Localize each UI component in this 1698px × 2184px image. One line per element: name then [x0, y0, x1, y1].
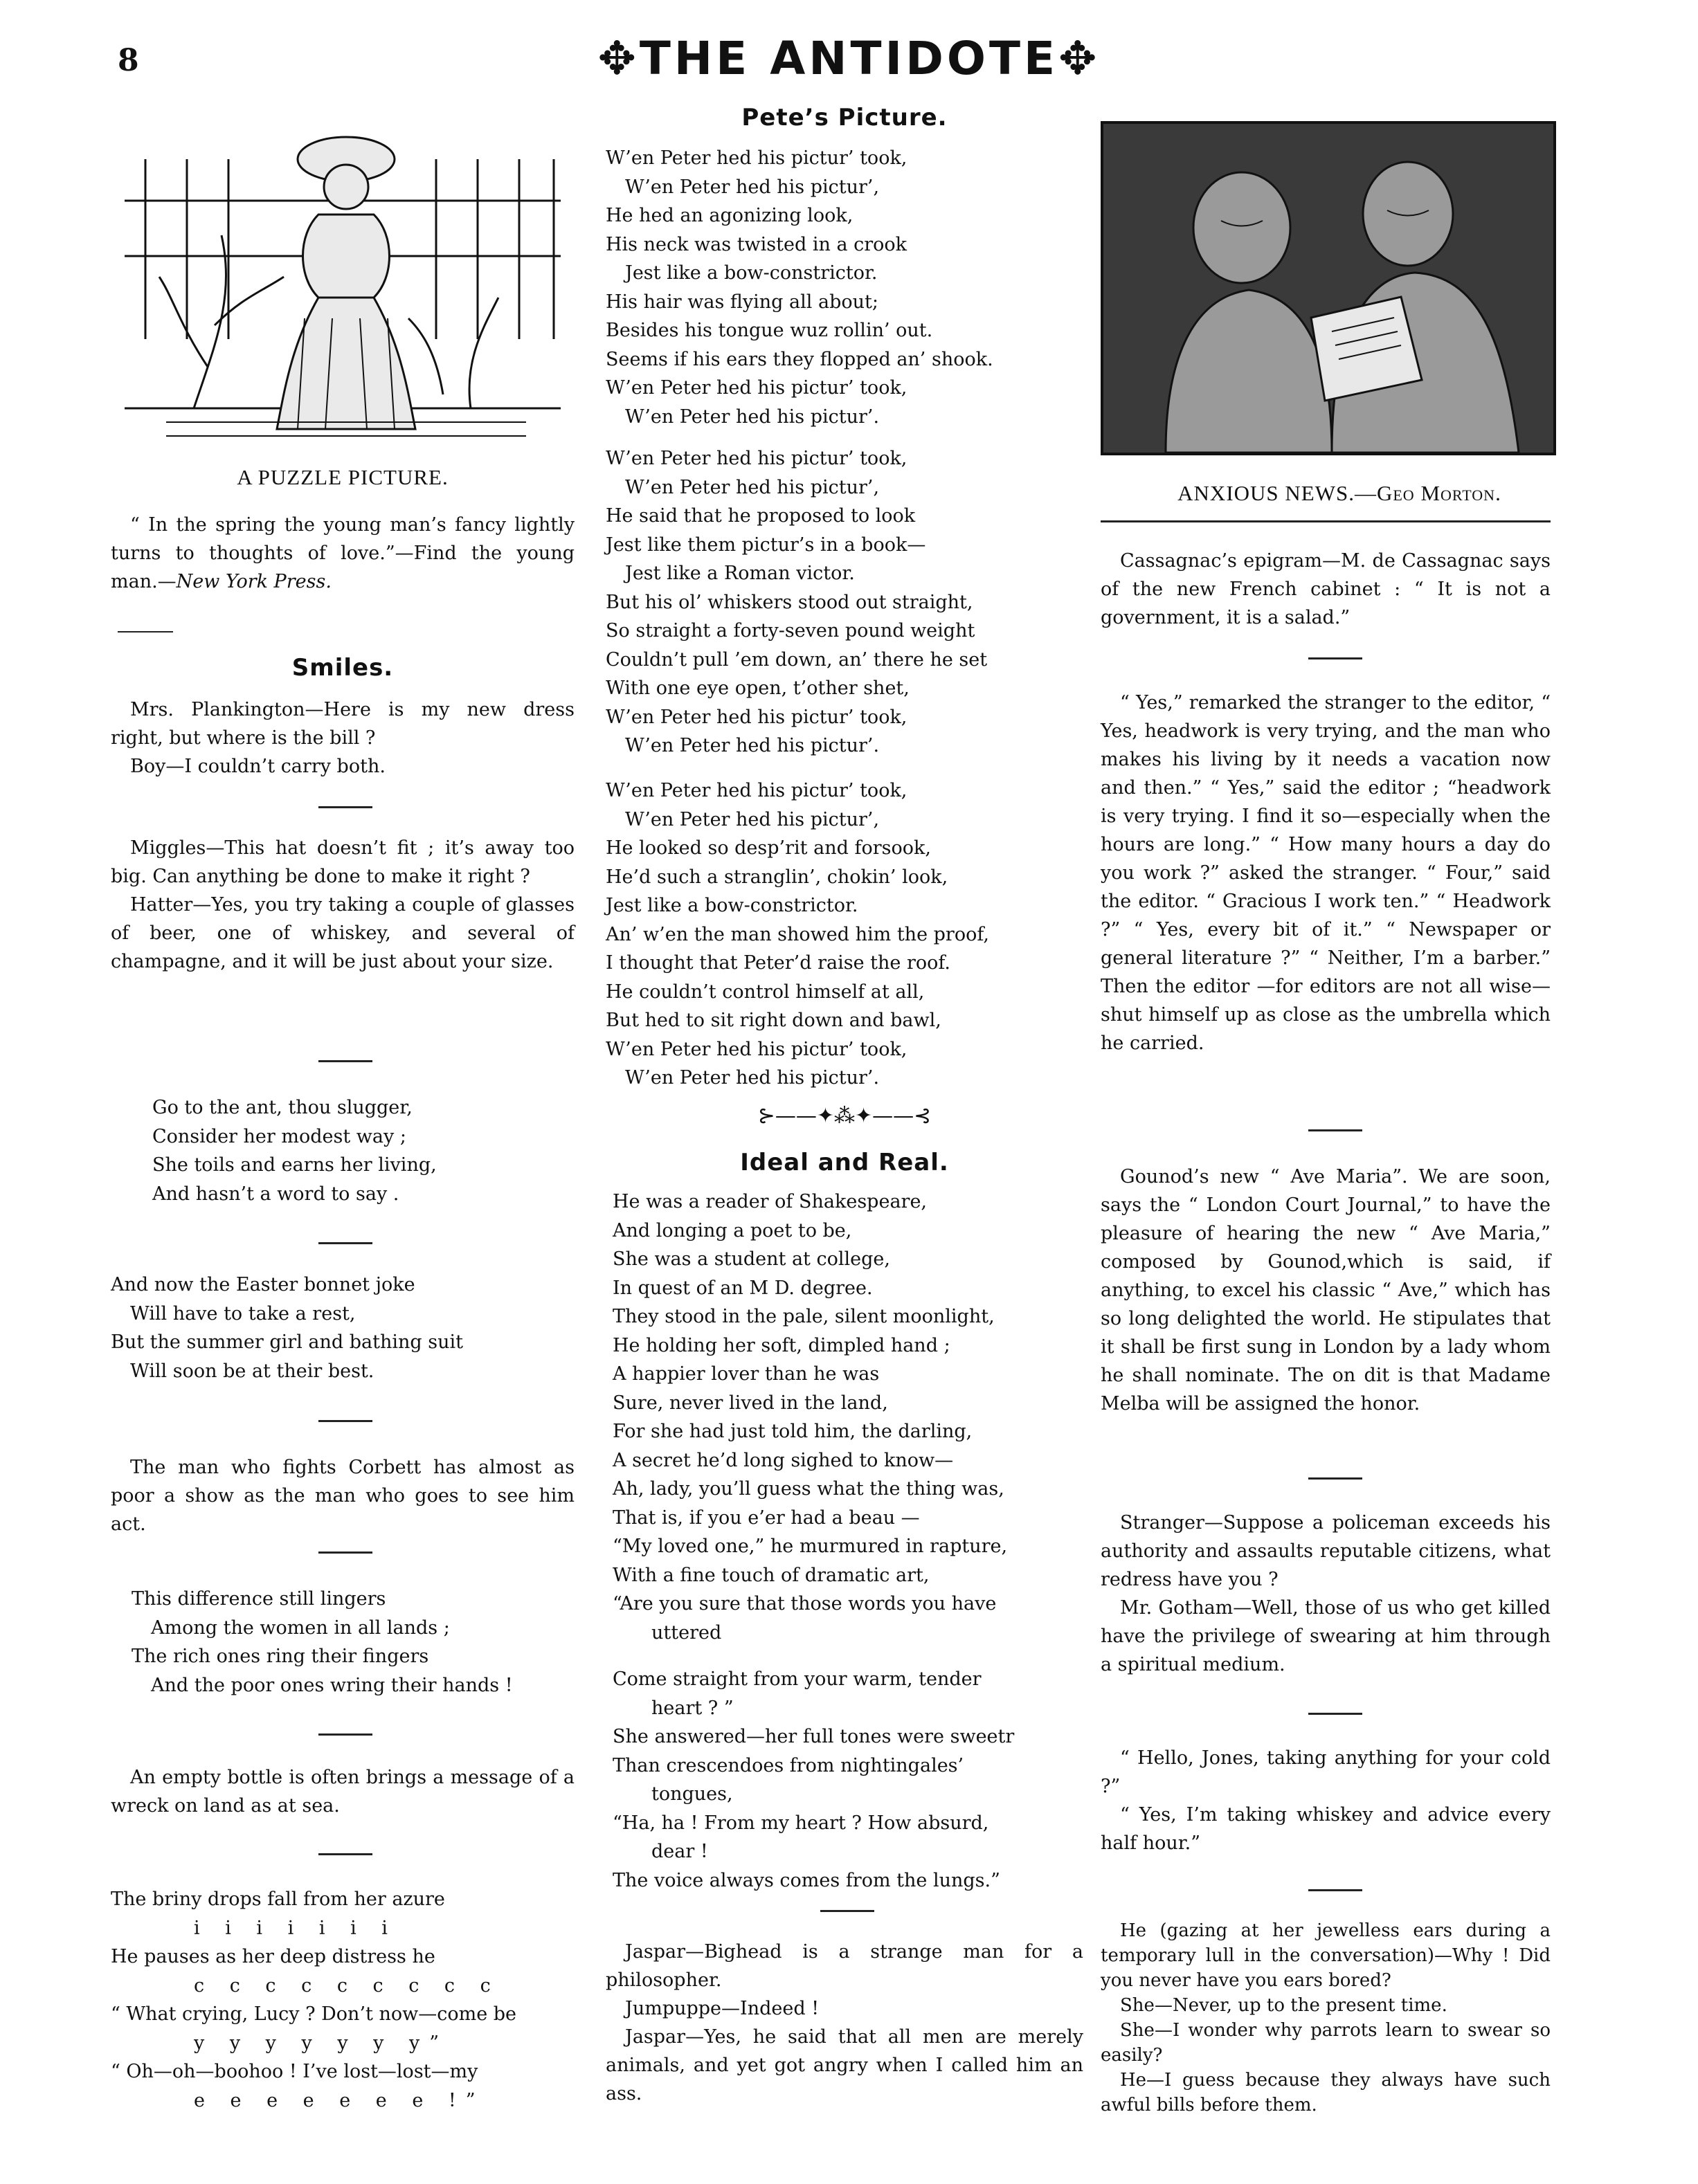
petes-stanza-3 [606, 776, 989, 1093]
ideal-and-real-title: Ideal and Real. [740, 1149, 949, 1176]
verse-line: Among the women in all lands ; [151, 1617, 450, 1639]
ornamental-divider: ⊱——✦⁂✦——⊰ [757, 1104, 932, 1128]
joke-line: She—I wonder why parrots learn to swear so easily? [1101, 2020, 1551, 2066]
verse-line: “My loved one,” he murmured in rapture, [613, 1536, 1008, 1557]
divider [1308, 1477, 1362, 1480]
verse-line: W’en Peter hed his pictur’ took, [606, 147, 907, 169]
gounod-note [1101, 1163, 1551, 1418]
verse-line: heart ? ” [651, 1697, 734, 1719]
verse-line: W’en Peter hed his pictur’ took, [606, 377, 907, 399]
joke-dress [111, 695, 575, 781]
verse-line: “Ha, ha ! From my heart ? How absurd, [613, 1812, 989, 1834]
anxious-news-caption [1101, 481, 1578, 506]
verse-line: Besides his tongue wuz rollin’ out. [606, 320, 933, 341]
verse-line: His neck was twisted in a crook [606, 233, 907, 255]
verse-line: She answered—her full tones were sweetr [613, 1726, 1015, 1747]
joke-hat [111, 834, 575, 976]
verse-line: Will have to take a rest, [130, 1302, 356, 1325]
ideal-and-real-verse-end [613, 1665, 1014, 1895]
verse-line: He pauses as her deep distress he [111, 1946, 435, 1967]
verse-line: “ Oh—oh—boohoo ! I’ve lost—lost—my [111, 2061, 478, 2082]
verse-line: i i i i i i i [194, 1917, 397, 1939]
verse-line: An’ w’en the man showed him the proof, [606, 923, 989, 945]
verse-line: So straight a forty-seven pound weight [606, 620, 975, 641]
joke-line: Cassagnac’s epigram—M. de Cassagnac says of the new French cabinet : “ It is not a government, it is a salad.” [1101, 550, 1551, 628]
verse-line: Than crescendoes from nightingales’ [613, 1754, 964, 1776]
verse-line: But hed to sit right down and bawl, [606, 1010, 941, 1031]
cassagnac-epigram [1101, 547, 1551, 632]
joke-line: “ Yes,” remarked the stranger to the editor, “ Yes, headwork is very trying, and the man who makes his living by it needs a vacation now and then.” “ Yes,” said the editor ; “headwork is very trying. I find it so—especially when the hours are long.” “ How many hours a day do you work ?” asked the stranger. “ Four,” said the editor. “ Gracious I work ten.” “ Headwork ?” “ Yes, every bit of it.” “ Newspaper or general literature ?” “ Neither, I’m a barber.” Then the editor —for editors are not all wise—shut himself up as close as the umbrella which he carried. [1101, 692, 1551, 1054]
verse-line: The voice always comes from the lungs.” [613, 1869, 1000, 1891]
jaspar-joke [606, 1938, 1083, 2108]
verse-line: Jest like a bow-constrictor. [625, 262, 878, 284]
verse-line: W’en Peter hed his pictur’ took, [606, 780, 907, 801]
verse-line: W’en Peter hed his pictur’, [625, 176, 880, 198]
verse-line: W’en Peter hed his pictur’. [625, 735, 880, 756]
verse-easter [111, 1271, 463, 1385]
petes-stanza-2 [606, 444, 987, 761]
divider [1308, 1129, 1362, 1131]
divider [318, 1551, 372, 1554]
two-men-reading-engraving-icon [1101, 121, 1556, 455]
verse-line: Sure, never lived in the land, [613, 1392, 888, 1414]
verse-line: Come straight from your warm, tender [613, 1668, 982, 1690]
verse-line: e e e e e e e !” [194, 2089, 485, 2111]
verse-line: And longing a poet to be, [613, 1219, 852, 1241]
verse-line: That is, if you e’er had a beau — [613, 1507, 920, 1529]
verse-line: A happier lover than he was [613, 1363, 880, 1385]
page-number: 8 [118, 43, 139, 78]
verse-line: W’en Peter hed his pictur’. [625, 406, 880, 428]
jones-joke [1101, 1744, 1551, 1857]
joke-line: Mrs. Plankington—Here is my new dress right, but where is the bill ? [111, 699, 575, 749]
verse-line: I thought that Peter’d raise the roof. [606, 952, 951, 974]
joke-line: Mr. Gotham—Well, those of us who get killed have the privilege of swearing at him through a spiritual medium. [1101, 1597, 1551, 1675]
verse-line: Consider her modest way ; [152, 1125, 406, 1147]
verse-line: This difference still lingers [132, 1588, 386, 1610]
puzzle-quote: “ In the spring the young man’s fancy lightly turns to thoughts of love.”—Find the young man.— [111, 514, 575, 592]
verse-line: “Are you sure that those words you have [613, 1593, 997, 1614]
verse-line: He’d such a stranglin’, chokin’ look, [606, 866, 948, 888]
lady-in-garden-illustration-icon [111, 118, 575, 450]
joke-line: Jaspar—Bighead is a strange man for a philosopher. [606, 1941, 1083, 1991]
joke-line: “ Yes, I’m taking whiskey and advice every half hour.” [1101, 1804, 1551, 1854]
joke-line: Jaspar—Yes, he said that all men are merely animals, and yet got angry when I called him an ass. [606, 2026, 1083, 2104]
policeman-joke [1101, 1509, 1551, 1679]
verse-line: “ What crying, Lucy ? Don’t now—come be [111, 2003, 517, 2025]
joke-corbett [111, 1453, 575, 1538]
verse-line: She toils and earns her living, [152, 1154, 437, 1176]
verse-line: A secret he’d long sighed to know— [613, 1449, 954, 1471]
verse-line: y y y y y y y” [194, 2032, 449, 2054]
divider [1101, 520, 1551, 522]
verse-line: tongues, [651, 1783, 733, 1805]
divider [820, 1910, 874, 1912]
puzzle-source: New York Press. [176, 571, 332, 592]
joke-line: Boy—I couldn’t carry both. [130, 756, 386, 777]
verse-line: And the poor ones wring their hands ! [151, 1674, 513, 1696]
verse-line: With a fine touch of dramatic art, [613, 1564, 930, 1586]
verse-line: Jest like a bow-constrictor. [606, 895, 858, 916]
verse-ant [152, 1093, 437, 1208]
divider [1308, 1889, 1362, 1891]
verse-line: dear ! [651, 1841, 708, 1862]
petes-picture-title: Pete’s Picture. [741, 104, 948, 131]
verse-difference [132, 1585, 513, 1700]
smiles-title: Smiles. [291, 654, 394, 682]
joke-line: “ Hello, Jones, taking anything for your cold ?” [1101, 1747, 1551, 1797]
joke-bottle [111, 1763, 575, 1820]
puzzle-picture-caption: A PUZZLE PICTURE. [237, 465, 449, 489]
joke-line: He—I guess because they always have such awful bills before them. [1101, 2070, 1551, 2115]
divider [318, 1853, 372, 1855]
joke-line: He (gazing at her jewelless ears during a temporary lull in the conversation)—Why ! Did you never have you ears bored? [1101, 1920, 1551, 1991]
verse-lucy [111, 1885, 516, 2115]
verse-line: In quest of an M D. degree. [613, 1277, 873, 1299]
puzzle-text [111, 511, 575, 596]
verse-line: The rich ones ring their fingers [132, 1646, 429, 1667]
verse-line: For she had just told him, the darling, [613, 1421, 973, 1442]
verse-line: He looked so desp’rit and forsook, [606, 837, 931, 859]
verse-line: She was a student at college, [613, 1248, 890, 1270]
verse-line: He said that he proposed to look [606, 505, 916, 527]
barber-story [1101, 689, 1551, 1057]
divider [318, 806, 372, 808]
verse-line: And now the Easter bonnet joke [111, 1274, 415, 1295]
divider [318, 1420, 372, 1422]
divider [318, 1242, 372, 1244]
verse-line: W’en Peter hed his pictur’, [625, 476, 880, 498]
verse-line: But his ol’ whiskers stood out straight, [606, 591, 973, 613]
divider [1308, 657, 1362, 659]
verse-line: But the summer girl and bathing suit [111, 1331, 464, 1353]
verse-line: Jest like a Roman victor. [625, 563, 855, 584]
petes-stanza-1 [606, 144, 993, 431]
divider [318, 1733, 372, 1736]
divider [1308, 1713, 1362, 1715]
divider [318, 1060, 372, 1062]
verse-line: The briny drops fall from her azure [111, 1889, 445, 1910]
verse-line: uttered [651, 1621, 722, 1644]
divider [118, 631, 173, 633]
verse-line: W’en Peter hed his pictur’ took, [606, 1038, 907, 1060]
joke-line: Miggles—This hat doesn’t fit ; it’s away too big. Can anything be done to make it right ? [111, 837, 575, 887]
verse-line: Couldn’t pull ’em down, an’ there he set [606, 648, 988, 671]
ideal-and-real-verse [613, 1187, 1007, 1647]
verse-line: Will soon be at their best. [130, 1360, 374, 1382]
verse-line: They stood in the pale, silent moonlight, [613, 1306, 995, 1327]
verse-line: W’en Peter hed his pictur’ took, [606, 448, 907, 469]
verse-line: Ah, lady, you’ll guess what the thing was, [613, 1478, 1004, 1500]
verse-line: W’en Peter hed his pictur’ took, [606, 706, 907, 728]
joke-line: Hatter—Yes, you try taking a couple of glasses of beer, one of whiskey, and several of champagne, and it will be just about your size. [111, 894, 575, 972]
joke-line: Stranger—Suppose a policeman exceeds his authority and assaults reputable citizens, what redress have you ? [1101, 1512, 1551, 1590]
verse-line: Jest like them pictur’s in a book— [606, 534, 926, 556]
joke-line: Gounod’s new “ Ave Maria”. We are soon, says the “ London Court Journal,” to have the pleasure of hearing the new “ Ave Maria,” composed by Gounod,which is said, if anything, to excel his classic “ Ave,” which has so long delighted the world. He stipulates that it shall be first sung in London by a lady whom he shall nominate. The on dit is that Madame Melba will be assigned the honor. [1101, 1166, 1551, 1414]
verse-line: Go to the ant, thou slugger, [152, 1097, 413, 1118]
joke-line: Jumpuppe—Indeed ! [625, 1998, 820, 2019]
verse-line: His hair was flying all about; [606, 291, 878, 313]
verse-line: W’en Peter hed his pictur’. [625, 1067, 880, 1089]
masthead-title: ✥THE ANTIDOTE✥ [597, 32, 1101, 85]
joke-line: She—Never, up to the present time. [1120, 1995, 1447, 2016]
verse-line: Seems if his ears they flopped an’ shook. [606, 348, 993, 370]
verse-line: He was a reader of Shakespeare, [613, 1191, 928, 1212]
caption-credit: Geo Morton. [1376, 481, 1501, 505]
verse-line: He hed an agonizing look, [606, 205, 853, 226]
joke-line: An empty bottle is often brings a message of a wreck on land as at sea. [111, 1767, 575, 1817]
parrots-joke [1101, 1918, 1551, 2118]
joke-line: The man who fights Corbett has almost as poor a show as the man who goes to see him act. [111, 1457, 575, 1535]
caption-title: ANXIOUS NEWS.— [1177, 481, 1377, 505]
verse-line: He couldn’t control himself at all, [606, 981, 925, 1003]
verse-line: And hasn’t a word to say . [152, 1183, 399, 1205]
verse-line: With one eye open, t’other shet, [606, 677, 910, 699]
verse-line: W’en Peter hed his pictur’, [625, 808, 880, 830]
verse-line: He holding her soft, dimpled hand ; [613, 1334, 950, 1356]
verse-line: c c c c c c c c c [194, 1974, 500, 1996]
